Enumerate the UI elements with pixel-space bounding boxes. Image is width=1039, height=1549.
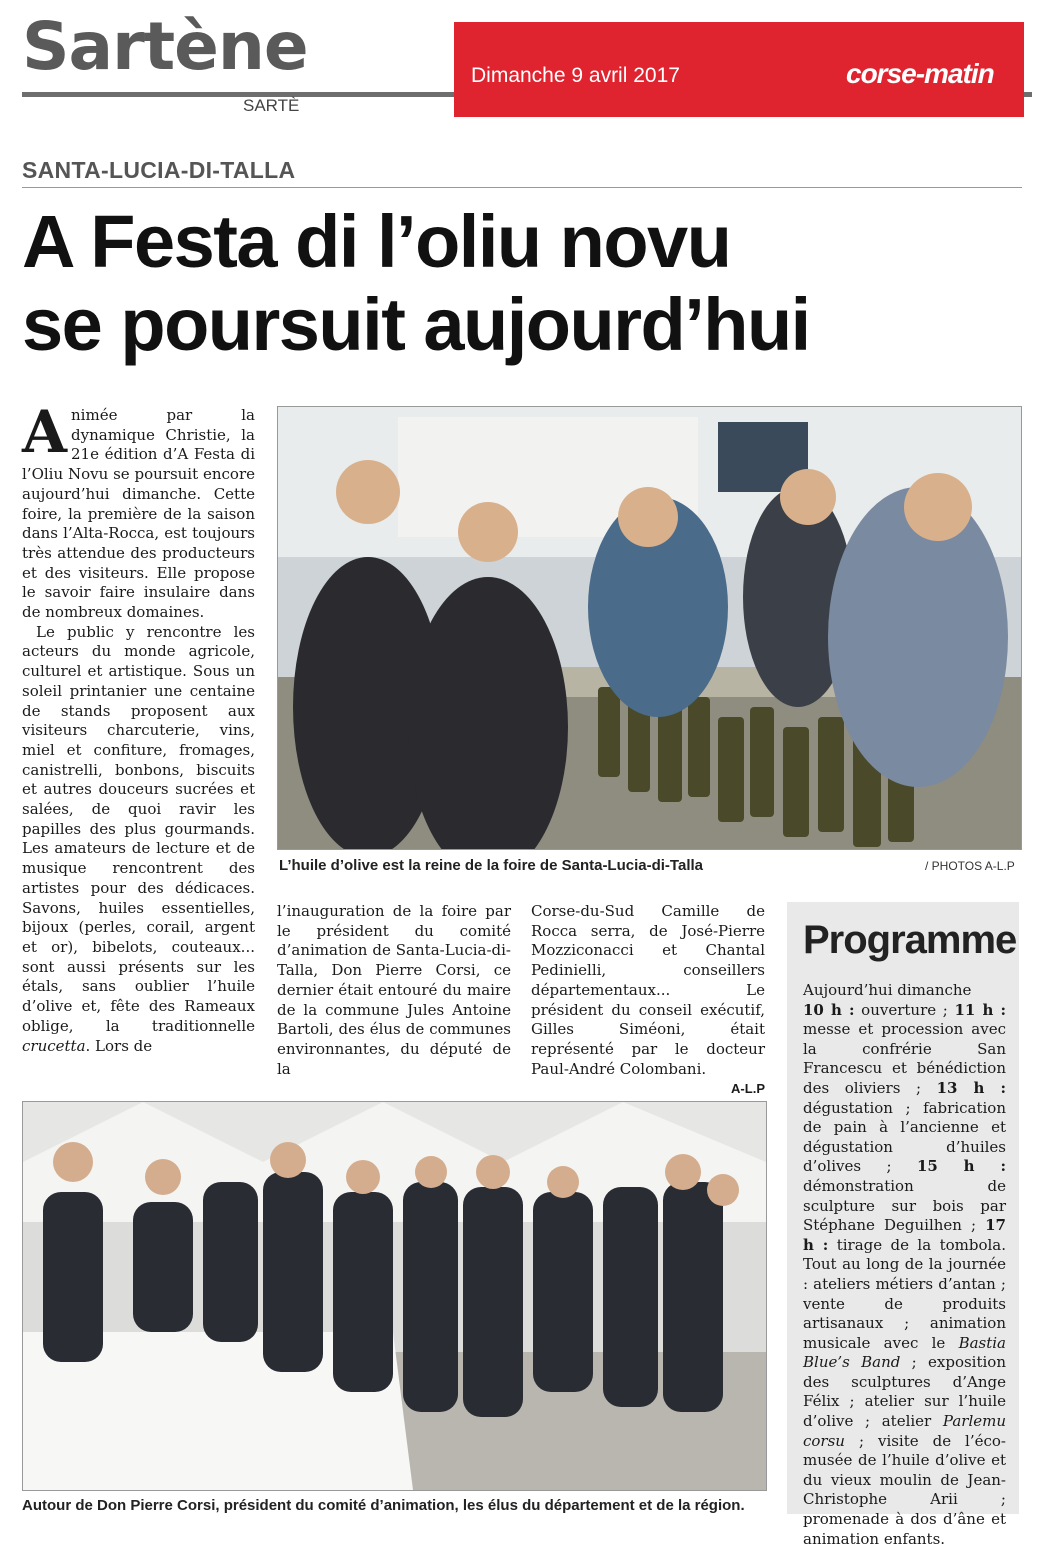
paragraph-2-italic: crucetta (22, 1036, 86, 1055)
article-column-3 (531, 902, 765, 1099)
time-11h: 11 h : (954, 1000, 1007, 1019)
column-3-text: Corse-du-Sud Camille de Rocca serra, de José-Pierre Mozziconacci et Chantal Pedinielli, conseillers départementaux... Le président du conseil exécutif, Gilles Siméoni, était représenté par le docteur Paul-André Colombani. (531, 902, 765, 1078)
time-10h: 10 h : (803, 1000, 855, 1019)
time-17h: 17 h : (803, 1216, 1006, 1254)
photo-olive-oil-stand-image (278, 407, 1021, 849)
photo-officials-image (23, 1102, 766, 1490)
headline-line-1: A Festa di l’oliu novu (22, 200, 731, 283)
article-column-1 (22, 398, 255, 1056)
article-kicker: SANTA-LUCIA-DI-TALLA (22, 157, 296, 183)
paragraph-1-text: nimée par la dynamique Christie, la 21e édition d’A Festa di l’Oliu Novu se poursuit encore aujourd’hui dimanche. Cette foire, la première de la saison dans l’Alta-Rocca, est toujours très attendue des producteurs et des visiteurs. Elle propose le savoir faire insulaire dans de nombreux domaines. (22, 406, 255, 622)
paragraph-2-text: Le public y rencontre les acteurs du monde agricole, culturel et artistique. Sous un soleil printanier une centaine de stands proposent aux visiteurs charcuterie, vins, miel et confiture, fromages, canistrelli, bonbons, biscuits et autres douceurs sucrées et salées, de quoi ravir les papilles des plus gourmands. Les amateurs de lecture et de musique rencontrent des artistes pour des dédicaces. Savons, huiles essentielles, bijoux (perles, corail, argent et or), bibelots, couteaux... sont aussi présents sur les étals, sans oublier l’huile d’olive et, fête des Rameaux oblige, la traditionnelle (22, 622, 255, 1035)
photo-1-caption: L’huile d’olive est la reine de la foire de Santa-Lucia-di-Talla (279, 857, 703, 874)
programme-intro: Aujourd’hui dimanche (803, 981, 972, 999)
section-title: Sartène (22, 8, 308, 85)
programme-title: Programme (803, 918, 1017, 962)
event-15h: démonstration de sculpture sur bois par Stéphane Deguilhen ; (803, 1176, 1006, 1235)
kicker-rule (22, 187, 1022, 188)
photo-officials (22, 1101, 767, 1491)
paragraph-2 (22, 623, 255, 1056)
workshop-name: Parlemu corsu (803, 1412, 1006, 1450)
column-2-text: l’inauguration de la foire par le président du comité d’animation de Santa-Lucia-di-Talla, Don Pierre Corsi, ce dernier était entouré du maire de la commune Jules Antoine Bartoli, des élus de communes environnantes, du député de la (277, 902, 511, 1078)
photo-credit: / PHOTOS A-L.P (925, 859, 1015, 873)
event-11h: messe et procession avec la confrérie San Francescu et bénédiction des oliviers ; (803, 1020, 1006, 1097)
event-13h: dégustation ; fabrication de pain à l’ancienne et dégustation d’huiles d’olives ; (803, 1098, 1006, 1176)
paragraph-2-end: . Lors de (85, 1036, 153, 1055)
article-column-2 (277, 902, 511, 1079)
drop-cap: A (22, 398, 68, 466)
event-visit: ; visite de l’éco-musée de l’huile d’olive et du vieux moulin de Jean-Christophe Arii ; promenade à dos d’âne et animation enfants. (803, 1431, 1006, 1548)
headline-line-2: se poursuit aujourd’hui (22, 283, 810, 366)
event-17h: tirage de la tombola. Tout au long de la journée : ateliers métiers d’antan ; vente de produits artisanaux ; animation musicale avec le (803, 1235, 1006, 1352)
paragraph-1 (22, 398, 255, 623)
time-13h: 13 h : (936, 1078, 1006, 1097)
programme-text (803, 981, 1006, 1549)
publication-date: Dimanche 9 avril 2017 (471, 64, 680, 87)
band-name: Bastia Blue’s Band (803, 1333, 1006, 1372)
event-exhibition: ; exposition des sculptures d’Ange Félix ; atelier sur l’huile d’olive ; atelier (803, 1353, 1006, 1431)
byline: A-L.P (731, 1081, 765, 1097)
photo-olive-oil-stand (277, 406, 1022, 850)
photo-2-caption: Autour de Don Pierre Corsi, président du comité d’animation, les élus du département et de la région. (22, 1497, 745, 1514)
section-subtitle: SARTÈ (243, 96, 300, 115)
newspaper-logo: corse-matin (846, 58, 994, 89)
time-15h: 15 h : (916, 1157, 1006, 1176)
event-10h: ouverture ; (854, 1000, 955, 1019)
